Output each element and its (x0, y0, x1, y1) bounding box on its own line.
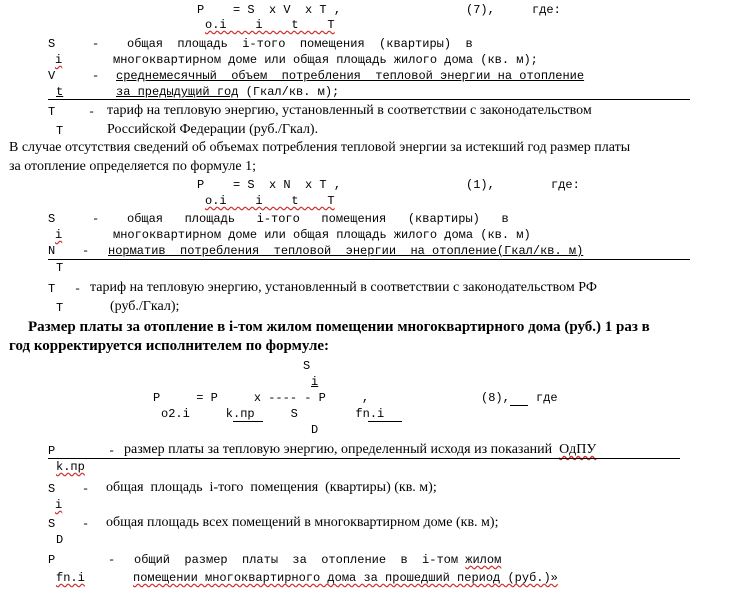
def7-v-underline (48, 99, 690, 100)
def8-p-subscript-text: k.пр (56, 460, 85, 474)
paragraph-1-line-2: за отопление определяется по формуле 1; (9, 159, 257, 174)
formula-7-where: где: (532, 3, 561, 17)
def8-pf-subscript (56, 572, 85, 584)
def1-t-dash: - (74, 282, 82, 296)
def1-n-dash: - (82, 244, 90, 258)
def1-n-subscript: T (56, 261, 64, 275)
def1-s-text-2: многоквартирном доме или общая площадь жилого дома (кв. м) (113, 228, 531, 242)
def8-p-text-main: размер платы за тепловую энергию, определенный исходя из показаний (124, 442, 553, 457)
def7-v-text-2 (116, 86, 339, 98)
def7-t-subscript: T (56, 124, 64, 138)
def7-v-text-2-underlined: за предыдущий год (116, 85, 239, 99)
def1-t-symbol: T (48, 282, 56, 296)
heading-line-1: Размер платы за отопление в i-том жилом помещении многоквартирного дома (руб.) 1 раз в (28, 319, 650, 335)
def8-pf-dash: - (108, 553, 116, 567)
formula-8-where: где (536, 391, 558, 405)
def1-s-subscript: i (55, 228, 63, 242)
def7-t-text-1: тариф на тепловую энергию, установленный в соответствии с законодательством (107, 103, 592, 118)
def8-pf-text-2-content: помещении многоквартирного дома за прошедший период (руб.)» (133, 571, 558, 585)
formula-8-number-underline (510, 405, 528, 406)
def8-pf-text-1 (134, 554, 501, 566)
def7-t-dash: - (88, 105, 96, 119)
def1-s-dash: - (92, 212, 100, 226)
formula-1-subscripts: o.i i t T (205, 194, 335, 208)
def7-t-text-2: Российской Федерации (руб./Гкал). (107, 122, 319, 137)
def8-si-symbol: S (48, 482, 56, 496)
formula-8-number: (8), (481, 391, 510, 405)
formula-8-kpr-underline (233, 421, 263, 422)
def1-t-subscript: T (56, 301, 64, 315)
def8-p-underline (48, 458, 680, 459)
def8-p-subscript (56, 461, 85, 473)
def7-v-text-1: среднемесячный объем потребления тепловой энергии на отопление (116, 69, 585, 83)
def8-p-symbol: P (48, 444, 56, 458)
heading-line-2: год корректируется исполнителем по формуле: (9, 338, 330, 354)
def8-pf-text-1-jilom: жилом (465, 553, 502, 567)
formula-1-where: где: (551, 178, 580, 192)
def1-t-text-1: тариф на тепловую энергию, установленный в соответствии с законодательством РФ (90, 280, 597, 295)
formula-7-number: (7), (466, 3, 495, 17)
formula-8-subs-text: o2.i k.пр S fn.i (161, 407, 385, 421)
def8-pf-text-2 (133, 572, 558, 584)
def7-s-subscript: i (55, 53, 63, 67)
formula-8-fni-underline (368, 421, 402, 422)
def7-t-symbol: T (48, 105, 56, 119)
def7-v-symbol: V (48, 69, 56, 83)
def8-pf-text-1-main: общий размер платы за отопление в i-том (134, 553, 466, 567)
formula-7-subscripts: o.i i t T (205, 18, 335, 32)
def1-n-underline (48, 259, 690, 260)
def8-sd-symbol: S (48, 517, 56, 531)
formula-8-top-s: S (303, 359, 311, 373)
def7-v-dash: - (92, 69, 100, 83)
def8-si-text: общая площадь i-того помещения (квартиры) (кв. м); (106, 480, 437, 495)
def8-sd-text: общая площадь всех помещений в многоквартирном доме (кв. м); (106, 515, 499, 530)
def8-p-dash: - (108, 444, 116, 458)
def1-n-text-1: норматив потребления тепловой энергии на отопление(Гкал/кв. м) (108, 244, 584, 258)
def8-si-subscript: i (55, 498, 63, 512)
def8-sd-dash: - (82, 517, 90, 531)
def1-n-symbol: N (48, 244, 56, 258)
def7-v-text-2-units: (Гкал/кв. м); (238, 85, 340, 99)
def8-si-dash: - (82, 482, 90, 496)
formula-1-number: (1), (466, 178, 495, 192)
def7-s-symbol: S (48, 37, 56, 51)
formula-8-subscripts (161, 408, 384, 420)
def8-p-text (124, 443, 596, 457)
formula-1-main: P = S x N x T , (197, 178, 342, 192)
paragraph-1-line-1: В случае отсутствия сведений об объемах потребления тепловой энергии за истекший год размер платы (9, 140, 631, 155)
def8-sd-subscript: D (56, 533, 64, 547)
def1-s-symbol: S (48, 212, 56, 226)
formula-8-main: P = P x ---- - P , (153, 391, 370, 405)
formula-7-main: P = S x V x T , (197, 3, 342, 17)
def7-s-text-1: общая площадь i-того помещения (квартиры) в (127, 37, 473, 51)
def1-t-text-2: (руб./Гкал); (110, 299, 180, 314)
def7-s-dash: - (92, 37, 100, 51)
def8-pf-subscript-text: fn.i (56, 571, 85, 585)
def8-p-text-abbr: ОдПУ (559, 442, 597, 457)
def7-v-subscript: t (56, 85, 64, 99)
def1-s-text-1: общая площадь i-того помещения (квартиры) в (127, 212, 509, 226)
def8-pf-symbol: P (48, 553, 56, 567)
formula-8-bottom-d: D (311, 423, 319, 437)
def7-s-text-2: многоквартирном доме или общая площадь жилого дома (кв. м); (113, 53, 538, 67)
formula-8-top-i: i (311, 375, 319, 389)
